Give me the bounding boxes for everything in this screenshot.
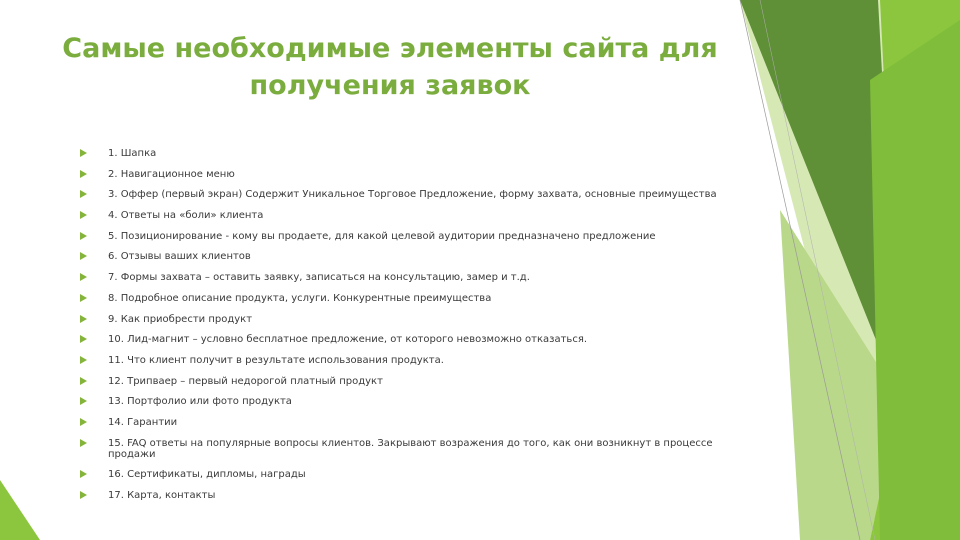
triangle-right-icon — [80, 335, 87, 343]
triangle-right-icon — [80, 439, 87, 447]
bullet-text: 16. Сертификаты, дипломы, награды — [108, 469, 306, 481]
bullet-item — [80, 293, 720, 304]
bullet-text: 3. Оффер (первый экран) Содержит Уникальное Торговое Предложение, форму захвата, основные преимущества — [108, 189, 717, 201]
bullet-text: 11. Что клиент получит в результате использования продукта. — [108, 354, 444, 366]
bullet-text: 14. Гарантии — [108, 416, 178, 428]
bullet-text: 9. Как приобрести продукт — [108, 313, 253, 325]
bullet-item — [80, 376, 720, 387]
bullet-text: 6. Отзывы ваших клиентов — [108, 251, 251, 263]
bullet-item — [80, 490, 720, 501]
triangle-right-icon — [80, 190, 87, 198]
bullet-text: 10. Лид-магнит – условно бесплатное предложение, от которого невозможно отказаться. — [108, 334, 588, 346]
deco-left-triangle — [0, 480, 40, 540]
title-line-1: Самые необходимые элементы сайта для — [62, 33, 718, 64]
bullet-item — [80, 272, 720, 283]
triangle-right-icon — [80, 315, 87, 323]
triangle-right-icon — [80, 470, 87, 478]
bullet-item — [80, 314, 720, 325]
title-line-2: получения заявок — [249, 70, 531, 101]
triangle-right-icon — [80, 232, 87, 240]
bullet-list — [80, 148, 720, 511]
bullet-text: 8. Подробное описание продукта, услуги. Конкурентные преимущества — [108, 292, 492, 304]
triangle-right-icon — [80, 170, 87, 178]
bullet-text: 7. Формы захвата – оставить заявку, записаться на консультацию, замер и т.д. — [108, 272, 530, 284]
bullet-item — [80, 334, 720, 345]
triangle-right-icon — [80, 397, 87, 405]
bullet-item — [80, 148, 720, 159]
bullet-text: 15. FAQ ответы на популярные вопросы клиентов. Закрывают возражения до того, как они возникнут в процессе продажи — [108, 437, 713, 460]
bullet-item — [80, 396, 720, 407]
bullet-item — [80, 169, 720, 180]
bullet-item — [80, 251, 720, 262]
bullet-text: 13. Портфолио или фото продукта — [108, 396, 292, 408]
bullet-text: 17. Карта, контакты — [108, 490, 216, 501]
bullet-item — [80, 438, 720, 460]
deco-right-green-band — [870, 20, 960, 540]
triangle-right-icon — [80, 294, 87, 302]
bullet-item — [80, 210, 720, 221]
bullet-item — [80, 231, 720, 242]
triangle-right-icon — [80, 356, 87, 364]
bullet-text: 5. Позиционирование - кому вы продаете, для какой целевой аудитории предназначено предложение — [108, 230, 656, 242]
triangle-right-icon — [80, 149, 87, 157]
triangle-right-icon — [80, 418, 87, 426]
bullet-item — [80, 469, 720, 480]
triangle-right-icon — [80, 211, 87, 219]
bullet-text: 1. Шапка — [108, 148, 157, 159]
bullet-text: 4. Ответы на «боли» клиента — [108, 210, 264, 222]
bullet-item — [80, 417, 720, 428]
triangle-right-icon — [80, 491, 87, 499]
slide-title — [40, 30, 740, 104]
triangle-right-icon — [80, 252, 87, 260]
bullet-text: 12. Трипваер – первый недорогой платный продукт — [108, 375, 383, 387]
bullet-item — [80, 189, 720, 200]
triangle-right-icon — [80, 377, 87, 385]
bullet-text: 2. Навигационное меню — [108, 168, 235, 180]
triangle-right-icon — [80, 273, 87, 281]
bullet-item — [80, 355, 720, 366]
